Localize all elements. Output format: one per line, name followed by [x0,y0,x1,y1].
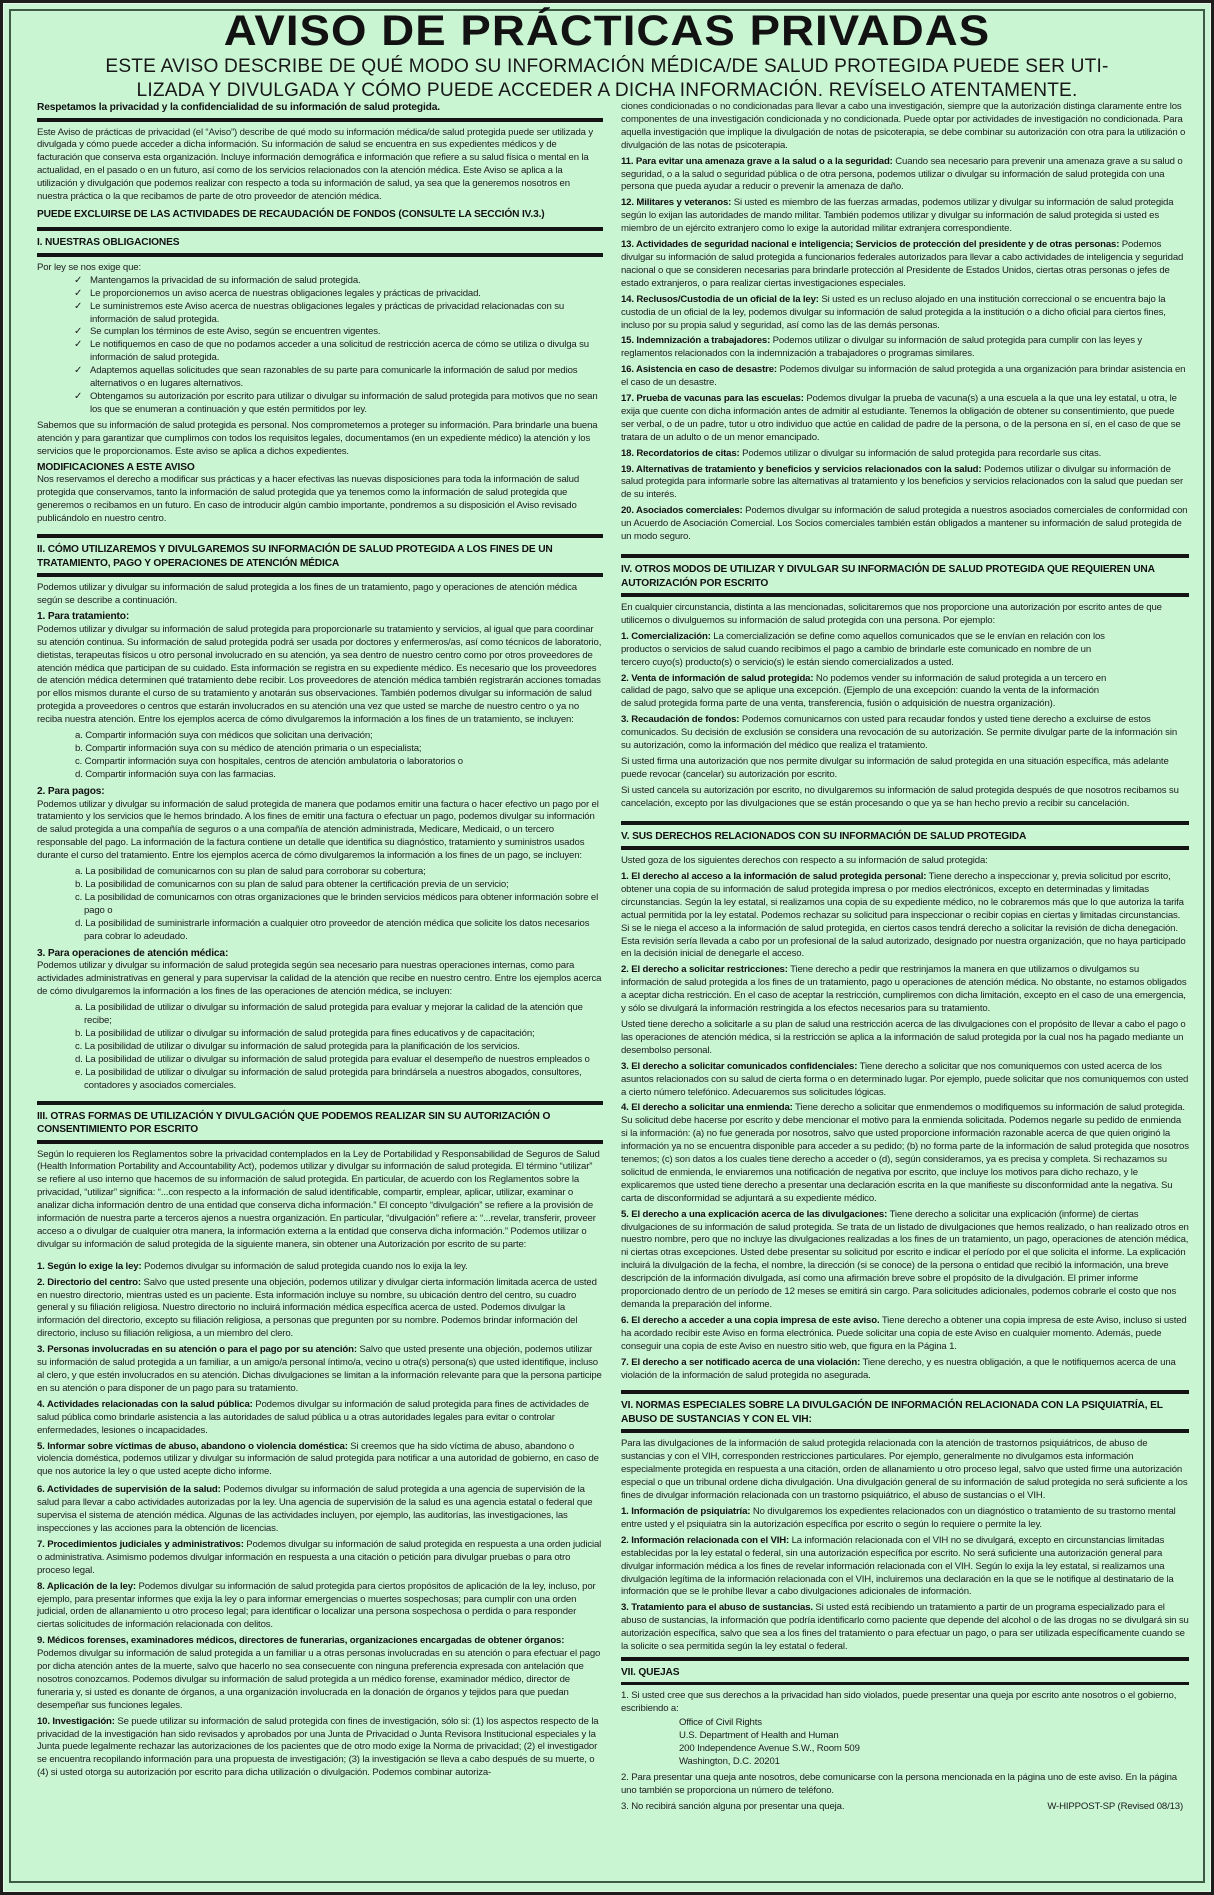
item-title: 6. Actividades de supervisión de la salud: [37,1484,221,1496]
list-item [621,1061,1189,1100]
item-title: 2. Directorio del centro: [37,1276,141,1288]
item-title: 8. Aplicación de la ley: [37,1580,136,1592]
check-icon: ✓ [74,365,83,377]
divider [37,1140,603,1144]
address-line: U.S. Department of Health and Human [679,1730,839,1742]
section5-heading: V. SUS DERECHOS RELACIONADOS CON SU INFORMACIÓN DE SALUD PROTEGIDA [621,830,1027,842]
list-item-text: Se cumplan los términos de este Aviso, según se encuentren vigentes. [90,326,381,338]
list-item [621,239,1189,291]
list-item [37,1441,603,1480]
item-title: 5. Informar sobre víctimas de abuso, abandono o violencia doméstica: [37,1440,348,1452]
form-code: W-HIPPOST-SP (Revised 08/13) [1047,1800,1183,1812]
address-line: Office of Civil Rights [679,1717,762,1729]
section3-lead: Según lo requieren los Reglamentos sobre la privacidad contemplados en la Ley de Portabilidad y Responsabilidad de Seguros de Salud (Health Information Portability and Accountability Act), podemos utilizar y divulgar su información de salud protegida. El término “utilizar” se refiere al uso interno que hacemos de su información de salud protegida. En particular, de acuerdo con los Reglamentos sobre la privacidad, “utilizar” significa: “...con respecto a la información de salud identificable, compartir, emplear, aplicar, utilizar, examinar o analizar dicha información dentro de una entidad que conserva dicha información.” El concepto “divulgación” se refiere a la provisión de información de nuestra parte a terceros ajenos a nuestra organización. En particular, “divulgación” refiere a: “...revelar, transferir, proveer acceso a o divulgar de cualquier otra manera, la información externa a la entidad que conserva dicha información.” Podemos utilizar o divulgar su información de salud protegida de la siguiente manera, sin obtener una Autorización por escrito de su parte: [37,1148,600,1250]
list-item: b. La posibilidad de utilizar o divulgar su información de salud protegida para fines educativos y de capacitación; [75,1027,535,1039]
list-item: c. La posibilidad de comunicarnos con otras organizaciones que le brinden servicios médicos para obtener información sobre el pago o [75,891,599,916]
item-title: 3. Personas involucradas en su atención o para el pago por su atención: [37,1344,357,1356]
item-title: 1. Según lo exige la ley: [37,1260,142,1272]
page-subtitle [55,54,1158,102]
treatment-examples [37,730,603,782]
item-title: 9. Médicos forenses, examinadores médicos, directores de funerarias, organizaciones encargadas de obtener órganos: [37,1635,565,1647]
item-body: Tiene derecho a solicitar que enmendemos o modifiquemos su información de salud protegida. Su solicitud debe hacerse por escrito y debe mencionar el motivo para la enmienda solicitada. Podemos negarle su pedido de enmienda si la información: (a) no fue generada por nosotros, salvo que usted proporcione información razonable acerca de que quien originó la información ya no se encuentra disponible para acceder a su pedido; (b) no forma parte de la información de salud protegida que nosotros tenemos; (c) son datos a los cuales tiene derecho a acceder o (d), según consideramos, ya es precisa y completa. Si rechazamos su solicitud de enmienda, le enviaremos una notificación de negativa por escrito, que incluye los motivos para dicho rechazo, y le explicaremos que usted tiene derecho a presentar una declaración escrita en la que manifieste su disconformidad ante la negativa. Su carta de disconformidad se adjuntará a su expediente médico. [621,1102,1189,1204]
section1-closing: Sabemos que su información de salud protegida es personal. Nos comprometemos a proteger su información. Para brindarle una buena atención y para garantizar que cumplimos con todos los requisitos legales, documentamos (en un expediente médico) la atención y los servicios que le proporcionamos. Este aviso se aplica a dichos expedientes. [37,419,598,457]
divider [37,253,603,257]
check-icon: ✓ [74,339,83,351]
section4-lead: En cualquier circunstancia, distinta a las mencionadas, solicitaremos que nos proporcione una autorización por escrito antes de que utilicemos o divulguemos su información de salud protegida con una persona. Por ejemplo: [621,602,1162,626]
list-item [37,1484,603,1536]
section1-lead: Por ley se nos exige que: [37,261,141,273]
item-body: Si usted está recibiendo un tratamiento a partir de un programa especializado para el abuso de sustancias, la información que podría identificarlo como paciente que depende del alcohol o de las drogas no se divulgará sin su autorización específica, salvo que sea a los fines del tratamiento o para efectuar un pago, o para ser utilizada específicamente cuando se la solicite o sea permitida según la ley estatal o federal. [621,1602,1189,1653]
item-body: Podemos divulgar su información de salud protegida en respuesta a una orden judicial o administrativa. Asimismo podemos divulgar información en respuesta a una citación o petición para divulgar pruebas o para otro proceso legal. [37,1538,602,1576]
divider [37,227,603,231]
left-column [37,101,603,1783]
item-body: Tiene derecho a pedir que restrinjamos la manera en que utilizamos o divulgamos su información de salud protegida a los fines de un tratamiento, pago u operaciones de atención médica. No obstante, no estamos obligados a aceptar dicha restricción. En el caso de aceptar la restricción, cumpliremos con dicha limitación, excepto en el caso de una emergencia, y sólo se divulgará la información restringida a los efectos necesarios para su tratamiento. [621,964,1187,1015]
item-title: 12. Militares y veteranos: [621,197,732,209]
list-item [37,1581,603,1633]
list-item [621,871,1189,961]
section6-heading: VI. NORMAS ESPECIALES SOBRE LA DIVULGACIÓN DE INFORMACIÓN RELACIONADA CON LA PSIQUIATRÍA, EL ABUSO DE SUSTANCIAS Y CON EL VIH: [621,1400,1163,1425]
list-item: a. La posibilidad de utilizar o divulgar su información de salud protegida para evaluar y mejorar la calidad de la atención que recibe; [75,1002,583,1027]
item-title: 7. Procedimientos judiciales y administrativos: [37,1538,244,1550]
list-item [37,1261,603,1274]
list-item-continued [621,101,1189,153]
list-item [621,156,1189,195]
list-item-text: Le suministremos este Aviso acerca de nuestras obligaciones legales y prácticas de privacidad relacionadas con su información de salud protegida. [90,300,565,325]
item-body: Podemos divulgar su información de salud protegida a una organización para brindar asistencia en el caso de un desastre. [621,364,1186,389]
divider [37,573,603,577]
item-body: Podemos divulgar la prueba de vacuna(s) a una escuela a la que una ley estatal, u otra, le exija que cuente con dicha información antes de admitir al estudiante. Tenemos la obligación de obtener su consentimiento, que puede ser verbal, o de un padre, tutor u otro individuo que actúe en calidad de padre de la persona, o de la persona en sí, en el caso de que se tratara de un adulto o de un menor emancipado. [621,393,1181,443]
item-title: 4. El derecho a solicitar una enmienda: [621,1102,793,1114]
treatment-body: Podemos utilizar y divulgar su información de salud protegida para proporcionarle su tratamiento y servicios, al igual que para coordinar su atención continua. Su información de salud protegida podrá ser usada por doctores y enfermeros/as, así como técnicos de laboratorio, dietistas, terapeutas físicos u otro personal involucrado en su atención, ya sea dentro de nuestro centro como por otros proveedores de atención médica que participan de su cuidado. Esta información se registra en su expediente médico. Es necesario que los proveedores de atención médica determinen qué tratamiento debe recibir. Los proveedores de atención médica también registrarán acciones tomadas por ellos mismos durante el curso de su tratamiento y anotarán sus observaciones. También podemos divulgar su información de salud protegida a proveedores o centros que estarán involucrados en su atención una vez que usted se marche de nuestro centro o ya no reciba nuestra atención. Entre los ejemplos acerca de cómo divulgaremos la información a los fines de un tratamiento, se incluyen: [37,623,602,726]
cancel-text: Si usted cancela su autorización por escrito, no divulgaremos su información de salud protegida después de que nosotros recibamos su cancelación, excepto por las divulgaciones que se están procesando o que ya se han hecho previo a recibir su cancelación. [621,784,1179,809]
item-title: 2. El derecho a solicitar restricciones: [621,964,788,976]
item-title: 2. Información relacionada con el VIH: [621,1534,790,1546]
item-title: 15. Indemnización a trabajadores: [621,335,771,347]
divider [37,534,603,538]
item-title: 3. El derecho a solicitar comunicados confidenciales: [621,1060,858,1072]
right-column [621,101,1189,1814]
list-item [74,326,603,339]
operations-examples [37,1002,603,1092]
item-body: No podemos vender su información de salud protegida a un tercero en calidad de pago, salvo que se aplique una excepción. (Ejemplo de una excepción: cuando la venta de la información de salud protegida forma parte de una venta, transferencia, fusión o adquisición de nuestra organización). [621,672,1107,710]
item-title: 5. El derecho a una explicación acerca de las divulgaciones: [621,1208,888,1220]
item-body: Si usted es miembro de las fuerzas armadas, podemos utilizar y divulgar su información de salud protegida según lo exijan las autoridades de mando militar. También podemos utilizar y divulgar su información de salud protegida si usted es miembro de un ejército extranjero como lo exige la autoridad militar extranjera correspondiente. [621,197,1174,235]
item-body: Podemos divulgar su información de salud protegida a nuestros asociados comerciales de conformidad con un Acuerdo de Asociación Comercial. Los Socios comerciales también están obligados a mantener su información de salud protegida de un modo seguro. [621,505,1188,543]
operations-title: 3. Para operaciones de atención médica: [37,947,229,959]
item-title: 10. Investigación: [37,1715,115,1727]
section7-heading: VII. QUEJAS [621,1666,680,1678]
item-body: Tiene derecho, y es nuestra obligación, a que le notifiquemos acerca de una violación de la información de salud protegida no asegurada. [621,1356,1176,1381]
list-item [621,1019,1189,1058]
list-item [621,197,1189,236]
item-title: 13. Actividades de seguridad nacional e inteligencia; Servicios de protección del presidente y de otras personas: [621,239,1120,251]
treatment-title: 1. Para tratamiento: [37,610,130,622]
complaint-item-2: 2. Para presentar una queja ante nosotros, debe comunicarse con la persona mencionada en la página uno de este aviso. En la página uno también se proporciona un número de teléfono. [621,1771,1177,1796]
list-item [37,1344,603,1396]
changes-heading: MODIFICACIONES A ESTE AVISO [37,461,195,473]
item-body: Podemos divulgar su información de salud protegida cuando nos lo exija la ley. [144,1260,468,1272]
list-item-text: Le notifiquemos en caso de que no podamos acceder a una solicitud de restricción acerca de cómo se utiliza o divulga su información de salud protegida. [90,339,589,364]
list-item-text: Le proporcionemos un aviso acerca de nuestras obligaciones legales y prácticas de privacidad. [90,287,481,299]
list-item: d. La posibilidad de suministrarle información a cualquier otro proveedor de atención médica que solicite los datos necesarios para cobrar lo adeudado. [75,917,590,942]
list-item-text: Mantengamos la privacidad de su información de salud protegida. [90,274,361,286]
item-title: 7. El derecho a ser notificado acerca de una violación: [621,1356,861,1368]
section5-lead: Usted goza de los siguientes derechos con respecto a su información de salud protegida: [621,855,988,867]
list-item [621,1602,1189,1654]
list-item: d. La posibilidad de utilizar o divulgar su información de salud protegida para evaluar el desempeño de nuestros empleados o [75,1053,590,1065]
item-title: 1. El derecho al acceso a la información de salud protegida personal: [621,871,927,882]
list-item [621,964,1189,1016]
obligations-list [37,275,603,417]
list-item [74,391,603,417]
list-item [621,1102,1189,1205]
item-body: Se puede utilizar su información de salud protegida con fines de investigación, sólo si: (1) los aspectos respecto de la privacidad de la investigación han sido revisados y aprobados por una Junta de Privacidad o Junta Revisora Institucional especiales y la Junta puede legalmente rechazar las autorizaciones de los pacientes que de otro modo exige la Norma de privacidad; (2) el investigador se encuentra recopilando información para una propuesta de investigación; (3) la investigación se lleva a cabo después de su muerte, o (4) si usted otorga su autorización por escrito para dicha utilización o divulgación. Podemos combinar autoriza- [37,1715,599,1779]
list-item [621,505,1189,544]
payment-body: Podemos utilizar y divulgar su información de salud protegida de manera que podamos emitir una factura o hacer efectivo un pago por el tratamiento y los servicios que le hemos brindado. A los fines de emitir una factura o efectuar un pago, podemos divulgar su información de salud protegida a una compañía de seguros o a una compañía de atención administrada, Medicare, Medicaid, o un tercero responsable del pago. La información de la factura contiene un detalle que identifica su diagnóstico, tratamiento y suministros usados durante el curso del tratamiento. Entre los ejemplos acerca de cómo divulgaremos la información a los fines de un pago, se incluyen: [37,798,599,862]
item-body: Tiene derecho a solicitar una explicación (informe) de ciertas divulgaciones de su información de salud protegida. Se trata de un listado de divulgaciones que hemos realizado, o han realizado otros en nuestro nombre, pero que no incluye las divulgaciones realizadas a los fines de un tratamiento, un pago, operaciones de atención médica, ni ciertas otras excepciones. Usted debe presentar su solicitud por escrito e indicar el período por el que solicita el informe. La explicación incluirá la divulgación de la fecha, el nombre, la dirección (si se conoce) de la persona o entidad que recibió la información, una breve descripción de la información divulgada, así como una afirmación breve sobre el propósito de la divulgación. El primer informe proporcionado dentro de un período de 12 meses se emitirá sin cargo. Para solicitudes adicionales, podemos cobrarle el costo que nos demanda la preparación del informe. [621,1208,1189,1310]
list-item: b. Compartir información suya con su médico de atención primaria o un especialista; [75,742,422,754]
item-body: Usted tiene derecho a solicitarle a su plan de salud una restricción acerca de las divulgaciones con el propósito de llevar a cabo el pago o las operaciones de atención médica, si la restricción se aplica a la información de salud protegida por la cual nos ha pagado mediante un desembolso personal. [621,1018,1186,1056]
item-body: ciones condicionadas o no condicionadas para llevar a cabo una investigación, siempre que la autorización distinga claramente entre los componentes de una investigación condicionada y no condicionada. Puede optar por actividades de investigación no condicionada. Para aquella investigación que implique la divulgación de notas de psicoterapia, se debe combinar su autorización con otra para la utilización o divulgación de las notas de psicoterapia. [621,101,1186,151]
list-item: a. La posibilidad de comunicarnos con su plan de salud para corroborar su cobertura; [75,866,426,878]
list-item [74,288,603,301]
operations-body: Podemos utilizar y divulgar su información de salud protegida según sea necesario para nuestras operaciones internas, como para actividades administrativas en general y para supervisar la calidad de la atención que recibe en nuestro centro. Entre los ejemplos acerca de cómo divulgaremos la información a los fines de las operaciones de atención médica, se incluyen: [37,960,602,998]
list-item [621,1315,1189,1354]
item-title: 16. Asistencia en caso de desastre: [621,364,777,376]
divider [621,593,1189,597]
item-body: No divulgaremos los expedientes relacionados con un diagnóstico o tratamiento de su trastorno mental entre usted y el psiquiatra sin la autorización específica por escrito o según lo requiere o permite la ley. [621,1505,1176,1530]
check-icon: ✓ [74,391,83,402]
check-icon: ✓ [74,326,83,338]
divider [621,1657,1189,1661]
check-icon: ✓ [74,300,83,312]
list-item [621,364,1189,390]
list-item: e. La posibilidad de utilizar o divulgar su información de salud protegida para brindársela a nuestros abogados, consultores, contadores y asociados comerciales. [75,1066,582,1091]
item-body: Podemos divulgar su información de salud protegida a un familiar u a otras personas involucradas en su atención o para efectuar el pago por dicha atención antes de la muerte, salvo que hacerlo no sea consecuente con ninguna preferencia expresada con antelación que nosotros conozcamos. Podemos divulgar su información de salud protegida a un médico forense, examinador médico, director de funeraria y, si usted es donante de órganos, a una organización involucrada en la donación de órganos y tejidos para que puedan desempeñar sus funciones legales. [37,1648,601,1711]
complaint-item-1: 1. Si usted cree que sus derechos a la privacidad han sido violados, puede presentar una queja por escrito ante nosotros o el gobierno, escribiendo a: [621,1690,1177,1715]
list-item [74,365,603,391]
divider [37,1101,603,1105]
list-item [621,1357,1189,1383]
item-title: 19. Alternativas de tratamiento y beneficios y servicios relacionados con la salud: [621,463,982,475]
changes-body: Nos reservamos el derecho a modificar sus prácticas y a hacer efectivas las nuevas disposiciones para toda la información de salud protegida que conservamos, tanto la información de salud protegida que ya tenemos como la información de salud protegida que generemos o recibamos en un futuro. En caso de introducir algún cambio importante, pondremos a su disposición el Aviso revisado publicándolo en nuestro centro. [37,474,580,525]
item-title: 6. El derecho a acceder a una copia impresa de este aviso. [621,1314,880,1326]
list-item-text: Adaptemos aquellas solicitudes que sean razonables de su parte para comunicarle la información de salud por medios alternativos o en lugares alternativos. [90,365,578,390]
list-item [621,673,1189,712]
item-body: Tiene derecho a inspeccionar y, previa solicitud por escrito, obtener una copia de su información de salud protegida impresa o por medios electrónicos, excepto en determinadas y limitadas circunstancias. Según la ley estatal, si realizamos una copia de su expediente médico, no le cobraremos más que lo que autoriza la tarifa actual permitida por la ley estatal. Podemos rechazar su solicitud para inspeccionar o recibir copias en ciertas y limitadas circunstancias. Si se le niega el acceso a la información de salud protegida, en ciertos casos tendrá derecho a solicitar la revisión de dicha denegación. Esta revisión sería llevada a cabo por un profesional de la salud autorizado, designado por nuestra organización, que no haya participado en la decisión inicial de denegarle el acceso. [621,871,1186,960]
list-item [621,294,1189,333]
list-item [621,1209,1189,1312]
divider [621,1390,1189,1394]
page-title: AVISO DE PRÁCTICAS PRIVADAS [223,7,991,55]
item-title: 1. Comercialización: [621,630,711,642]
item-body: La información relacionada con el VIH no se divulgará, excepto en circunstancias limitadas establecidas por la ley estatal o federal, sin una autorización específica por escrito. No será suficiente una autorización general para divulgar información médica a los fines de revelar información relacionada con el VIH. Según lo exija la ley estatal, si realizamos una divulgación legítima de la información relacionada con el VIH, incluiremos una declaración en la que se le notifique al destinatario de la información que se le prohíbe llevar a cabo divulgaciones adicionales de información. [621,1534,1174,1598]
section4-heading: IV. OTROS MODOS DE UTILIZAR Y DIVULGAR SU INFORMACIÓN DE SALUD PROTEGIDA QUE REQUIEREN UNA AUTORIZACIÓN POR ESCRITO [621,564,1155,589]
payment-examples [37,866,603,943]
ocr-address [621,1717,1189,1769]
item-title: 3. Tratamiento para el abuso de sustancias. [621,1602,813,1614]
list-item [621,335,1189,361]
item-title: 11. Para evitar una amenaza grave a la salud o a la seguridad: [621,155,893,167]
item-title: 18. Recordatorios de citas: [621,447,740,459]
intro-body: Este Aviso de prácticas de privacidad (el “Aviso”) describe de qué modo su información médica/de salud protegida puede ser utilizada y divulgada y cómo puede acceder a dicha información. Su información de salud se encuentra en sus expedientes médicos y de facturación que conserva esta organización. Incluye información demográfica e información que refiere a su salud física o mental en la actualidad, en el pasado o en un futuro, así como de los servicios relacionados con la atención médica. Este Aviso se aplica a la utilización y divulgación que podemos realizar con respecto a toda su información de salud, ya sea que la generemos nosotros en nuestra práctica o la que recibamos de parte de otro proveedor de atención médica. [37,126,594,203]
item-body: Podemos divulgar su información de salud protegida a funcionarios federales autorizados para llevar a cabo actividades de inteligencia y seguridad nacional o que se consideren necesarias para brindarle protección al Presidente de Estados Unidos, ciertas otras personas o jefes de estado extranjeros, o para realizar ciertas investigaciones especiales. [621,239,1184,289]
item-body: Si creemos que ha sido víctima de abuso, abandono o violencia doméstica, podemos utilizar y divulgar su información de salud protegida para notificar a una autoridad de gobierno, en caso de que nos autorice la ley o que usted acepte dicho informe. [37,1440,599,1478]
item-body: La comercialización se define como aquellos comunicados que se le envían en relación con los productos o servicios de salud cuando recibimos el pago a cambio de brindarle este comunicado en nombre de un tercero cuyo(s) producto(s) o servicio(s) le están siendo comercializados a usted. [621,630,1105,668]
list-item [37,1399,603,1438]
list-item [74,275,603,288]
notice-poster [3,3,1211,1892]
item-body: Cuando sea necesario para prevenir una amenaza grave a su salud o seguridad, o a la salud o seguridad pública o de otra persona, podemos utilizar o divulgar su información de salud protegida con una persona que pueda ayudar a reducir o prevenir la amenaza de daño. [621,155,1183,193]
list-item: c. La posibilidad de utilizar o divulgar su información de salud protegida para la planificación de los servicios. [75,1040,520,1052]
list-item: b. La posibilidad de comunicarnos con su plan de salud para obtener la certificación previa de un servicio; [75,879,509,890]
divider [621,821,1189,825]
section2-heading: II. CÓMO UTILIZAREMOS Y DIVULGAREMOS SU INFORMACIÓN DE SALUD PROTEGIDA A LOS FINES DE UN TRATAMIENTO, PAGO Y OPERACIONES DE ATENCIÓN MÉDICA [37,544,553,569]
list-item [37,1716,603,1781]
check-icon: ✓ [74,287,83,299]
check-icon: ✓ [74,274,83,286]
item-body: Salvo que usted presente una objeción, podemos utilizar y divulgar cierta información limitada acerca de usted en nuestro directorio, mientras usted es un paciente. Esta información incluye su nombre, su ubicación dentro del centro, su cuadro general y su filiación religiosa. Nuestro directorio no incluirá información médica específica acerca de usted. Podemos divulgar la información del directorio, excepto su filiación religiosa, a personas que pregunten por su nombre. Podemos brindar información del directorio, incluso su filiación religiosa, a un miembro del clero. [37,1276,597,1340]
address-line: Washington, D.C. 20201 [679,1755,780,1767]
item-title: 20. Asociados comerciales: [621,505,743,517]
section3-heading: III. OTRAS FORMAS DE UTILIZACIÓN Y DIVULGACIÓN QUE PODEMOS REALIZAR SIN SU AUTORIZACIÓN O CONSENTIMIENTO POR ESCRITO [37,1110,551,1135]
list-item [621,464,1189,503]
complaint-footer [621,1801,1189,1814]
item-body: Podemos divulgar su información de salud protegida para fines de actividades de salud pública como brindarle asistencia a las autoridades de salud pública u a otras autoridades legales para evitar o controlar enfermedades, lesiones o incapacidades. [37,1398,589,1436]
list-item [37,1635,603,1712]
item-body: Si usted es un recluso alojado en una institución correccional o se encuentra bajo la custodia de un oficial de la ley, podemos divulgar su información de salud protegida a la institución o a dicho oficial para ciertos fines, incluso por su propia salud y seguridad, así como las de las demás personas. [621,293,1166,331]
subtitle-line: ESTE AVISO DESCRIBE DE QUÉ MODO SU INFORMACIÓN MÉDICA/DE SALUD PROTEGIDA PUEDE SER UTI- [105,55,1109,77]
divider [621,1429,1189,1433]
list-item: d. Compartir información suya con las farmacias. [75,768,276,780]
list-item: a. Compartir información suya con médicos que solicitan una derivación; [75,730,373,742]
item-title: 1. Información de psiquiatría: [621,1505,751,1517]
item-title: 2. Venta de información de salud protegida: [621,672,814,684]
list-item [74,339,603,365]
intro-heading: Respetamos la privacidad y la confidencialidad de su información de salud protegida. [37,102,440,113]
list-item [37,1539,603,1578]
list-item: c. Compartir información suya con hospitales, centros de atención ambulatoria o laboratorios o [75,755,463,767]
list-item [621,631,1189,670]
item-title: 14. Reclusos/Custodia de un oficial de la ley: [621,293,819,305]
item-title: 17. Prueba de vacunas para las escuelas: [621,393,804,405]
item-body: Salvo que usted presente una objeción, podemos utilizar su información de salud protegida a un familiar, a un amigo/a personal íntimo/a, vecino u otra(s) persona(s) que usted identifique, incluso al clero, y que estén involucrados en su atención. Dichas divulgaciones se limitan a la información relevante para que la persona participe en su atención o para disponer de un pago para su tratamiento. [37,1344,602,1394]
section2-lead: Podemos utilizar y divulgar su información de salud protegida a los fines de un tratamiento, pago y operaciones de atención médica según se describe a continuación. [37,582,577,606]
item-body: Podemos divulgar su información de salud protegida a una agencia de supervisión de la salud para llevar a cabo actividades autorizadas por la ley. Una agencia de supervisión de la salud es una agencia estatal o federal que supervisa el sistema de atención médica. Algunas de las actividades incluyen, por ejemplo, las auditorías, las investigaciones, las inspecciones y las acciones para la obtención de licencias. [37,1484,593,1534]
item-title: 4. Actividades relacionadas con la salud pública: [37,1398,253,1410]
list-item [621,714,1189,753]
item-body: Podemos utilizar o divulgar su información de salud protegida para recordarle sus citas. [742,447,1102,459]
list-item [621,1506,1189,1532]
item-body: Podemos divulgar su información de salud protegida para ciertos propósitos de aplicación de la ley, incluso, por ejemplo, para presentar informes que exija la ley o para informar emergencias o muertes sospechosas; para cumplir con una orden judicial, orden de allanamiento u otro proceso legal; para identificar o localizar una persona sospechosa o perdida o para responder ciertas solicitudes de información relacionada con delitos. [37,1580,596,1631]
section6-lead: Para las divulgaciones de la información de salud protegida relacionada con la atención de trastornos psiquiátricos, de abuso de sustancias y con el VIH, corresponden restricciones particulares. Por ejemplo, generalmente no divulgamos esta información especialmente protegida en respuesta a una citación, orden de allanamiento u otro proceso legal, salvo que usted firme una autorización especial o que un tribunal ordene dicha divulgación. Una divulgación general de su información de salud protegida no será suficiente a los fines de divulgar información relacionada con un trastorno psiquiátrico, el abuso de sustancias o el VIH. [621,1438,1188,1502]
item-body: Podemos utilizar o divulgar su información de salud protegida para cumplir con las leyes y reglamentos relacionados con la indemnización a trabajadores o programas similares. [621,335,1143,360]
address-line: 200 Independence Avenue S.W., Room 509 [679,1743,860,1755]
revoke-text: Si usted firma una autorización que nos permite divulgar su información de salud protegida en una situación específica, más adelante puede revocar (cancelar) su autorización por escrito. [621,755,1169,780]
payment-title: 2. Para pagos: [37,785,105,797]
complaint-item-3: 3. No recibirá sanción alguna por presentar una queja. [621,1800,845,1812]
list-item [621,448,1189,461]
divider [621,1682,1189,1685]
item-body: Tiene derecho a obtener una copia impresa de este Aviso, incluso si usted ha acordado recibir este Aviso en forma electrónica. Puede solicitar una copia de este Aviso en cualquier momento. Además, puede conseguir una copia de este Aviso en nuestro sitio web, que figura en la Página 1. [621,1314,1187,1352]
item-title: 3. Recaudación de fondos: [621,714,740,726]
section1-heading: I. NUESTRAS OBLIGACIONES [37,237,180,249]
item-body: Tiene derecho a solicitar que nos comuniquemos con usted acerca de los asuntos relacionados con su salud de cierta forma o en determinado lugar. Por ejemplo, puede solicitar que nos comuniquemos con usted a cierto número telefónico. Adecuaremos sus solicitudes lógicas. [621,1060,1189,1098]
fundraising-note: PUEDE EXCLUIRSE DE LAS ACTIVIDADES DE RECAUDACIÓN DE FONDOS (CONSULTE LA SECCIÓN IV.3.) [37,208,545,220]
item-body: Podemos comunicarnos con usted para recaudar fondos y usted tiene derecho a excluirse de estos comunicados. Su decisión de exclusión se considera una revocación de su autorización. Se permite divulgar parte de la información sin su autorización, como la información del médico que realiza el tratamiento. [621,714,1177,752]
divider [621,846,1189,850]
divider [37,118,603,122]
subtitle-line: LIZADA Y DIVULGADA Y CÓMO PUEDE ACCEDER A DICHA INFORMACIÓN. REVÍSELO ATENTAMENTE. [136,79,1078,101]
list-item-text: Obtengamos su autorización por escrito para utilizar o divulgar su información de salud protegida para motivos que no sean los que se enumeran a continuación y que estén permitidos por ley. [90,391,598,415]
item-body: Podemos utilizar o divulgar su información de salud protegida para informarle sobre las alternativas al tratamiento y los beneficios y servicios relacionados con la salud que puedan ser de su interés. [621,463,1184,501]
list-item [621,393,1189,445]
divider [621,554,1189,558]
list-item [74,301,603,327]
list-item [37,1277,603,1342]
list-item [621,1535,1189,1600]
